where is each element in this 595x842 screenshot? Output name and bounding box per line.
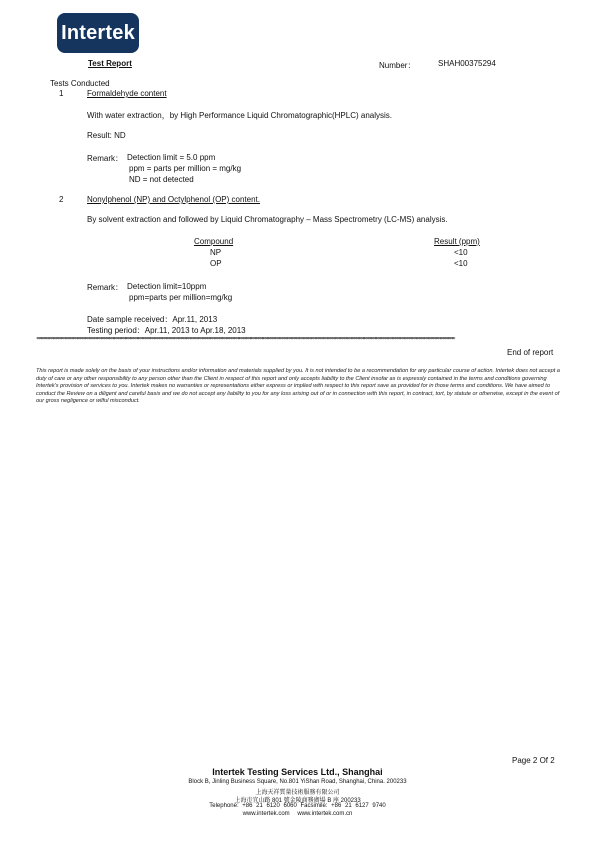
testing-period: Testing period：Apr.11, 2013 to Apr.18, 2013 bbox=[87, 326, 246, 335]
test1-method: With water extraction，by High Performance Liquid Chromatographic(HPLC) analysis. bbox=[87, 111, 393, 120]
test1-remark-label: Remark： bbox=[87, 154, 124, 163]
footer-phone: Telephone: +86 21 6120 6060 Facsimile: +86 21 6127 9740 bbox=[209, 803, 386, 809]
test2-name: Nonylphenol (NP) and Octylphenol (OP) content. bbox=[87, 195, 260, 204]
test1-name: Formaldehyde content bbox=[87, 89, 167, 98]
test2-remark-line: Detection limit=10ppm bbox=[127, 282, 207, 291]
footer-web: www.intertek.com www.intertek.com.cn bbox=[242, 811, 353, 817]
test1-remark-line: Detection limit = 5.0 ppm bbox=[127, 153, 216, 162]
test2-index: 2 bbox=[59, 195, 64, 204]
footer-company: Intertek Testing Services Ltd., Shanghai bbox=[212, 767, 383, 777]
test1-result: Result: ND bbox=[87, 131, 126, 140]
page-number: Page 2 Of 2 bbox=[512, 756, 555, 765]
footer-name-cn: 上海天祥質量技術服務有限公司 bbox=[255, 790, 340, 796]
tests-conducted-heading: Tests Conducted bbox=[50, 79, 110, 88]
disclaimer: This report is made solely on the basis of your instructions and/or information and materials supplied by you. It is not intended to be a recommendation for any particular course of action. Intertek does not accept a duty of care or any other responsibility to any person other than the Client in respect of this report and only accepts liability to the Client insofar as is expressly contained in the terms and conditions governing Intertek's provision of services to you. Intertek makes no warranties or representations either express or implied with respect to this report save as provided for in those terms and conditions. We have aimed to conduct the Review on a diligent and careful basis and we do not accept any liability to you for any loss arising out of or in connection with this report, in contract, tort, by statute or otherwise, except in the event of our gross negligence or wilful misconduct. bbox=[36, 368, 560, 405]
test2-remark-line: ppm=parts per million=mg/kg bbox=[129, 293, 233, 302]
test1-remark-line: ppm = parts per million = mg/kg bbox=[129, 164, 242, 173]
table-header-compound: Compound bbox=[194, 237, 234, 246]
asterisk-separator: **************************************************************************************************************************************************************************************************************************************************** bbox=[36, 337, 454, 343]
test1-index: 1 bbox=[59, 89, 64, 98]
footer-address-en: Block B, Jinling Business Square, No.801 YiShan Road, Shanghai, China. 200233 bbox=[188, 779, 407, 785]
test2-method: By solvent extraction and followed by Liquid Chromatography – Mass Spectrometry (LC-MS) analysis. bbox=[87, 215, 448, 224]
logo-text: Intertek bbox=[61, 21, 135, 44]
footer-address-cn: 上海市宜山路 801 號金陵商務廣場 B 座 200233 bbox=[234, 798, 361, 804]
table-cell-result: <10 bbox=[454, 248, 468, 257]
report-title: Test Report bbox=[88, 59, 132, 68]
test2-remark-label: Remark： bbox=[87, 283, 124, 292]
table-cell-result: <10 bbox=[454, 259, 468, 268]
test1-remark-line: ND = not detected bbox=[129, 175, 194, 184]
date-received: Date sample received：Apr.11, 2013 bbox=[87, 315, 218, 324]
report-number: SHAH00375294 bbox=[438, 59, 496, 68]
number-label: Number： bbox=[379, 61, 416, 70]
table-cell-compound: NP bbox=[210, 248, 222, 257]
intertek-logo bbox=[57, 13, 139, 53]
table-header-result: Result (ppm) bbox=[434, 237, 480, 246]
end-of-report: End of report bbox=[507, 348, 554, 357]
table-cell-compound: OP bbox=[210, 259, 222, 268]
